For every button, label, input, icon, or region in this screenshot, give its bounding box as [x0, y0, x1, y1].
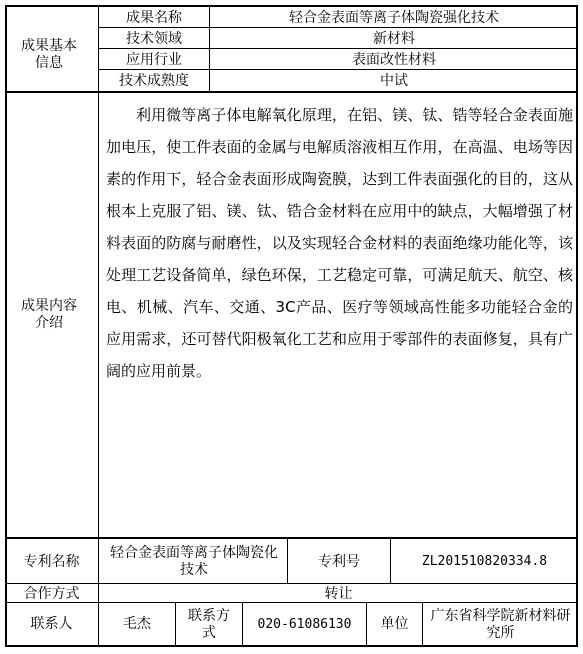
contact-unit-label: 单位 [380, 616, 409, 633]
achievement-form [5, 5, 578, 647]
table-rule [209, 5, 210, 92]
table-rule [98, 603, 99, 646]
basic-info-section-label: 成果基本信息 [21, 38, 77, 71]
table-rule [98, 69, 578, 70]
patent-number-label: 专利号 [318, 553, 360, 570]
table-rule [175, 603, 176, 646]
table-rule [287, 538, 288, 584]
contact-phone-value: 020-61086130 [257, 616, 352, 632]
table-rule [98, 5, 99, 603]
table-rule [422, 603, 423, 646]
description-text: 利用微等离子体电解氧化原理，在铝、镁、钛、锆等轻合金表面施加电压，使工件表面的金属与电解质溶液相互作用，在高温、电场等因素的作用下，轻合金表面形成陶瓷膜，达到工件表面强化的目的，这从根本上克服了铝、镁、钛、锆合金材料在应用中的缺点，大幅增强了材料表面的防腐与耐磨性，以及实现轻合金材料的表面绝缘功能化等，该处理工艺设备简单，绿色环保，工艺稳定可靠，可满足航天、航空、核电、机械、汽车、交通、3C产品、医疗等领域高性能多功能轻合金的应用需求，还可替代阳极氧化工艺和应用于零部件的表面修复，具有广阔的应用前景。 [106, 106, 573, 380]
industry-label: 应用行业 [126, 51, 182, 68]
patent-name-value: 轻合金表面等离子体陶瓷化技术 [110, 545, 278, 578]
table-rule [5, 91, 578, 93]
table-rule [98, 48, 578, 49]
table-rule [98, 27, 578, 28]
table-rule [242, 603, 243, 646]
table-border-left [5, 5, 7, 647]
maturity-label: 技术成熟度 [119, 72, 189, 89]
maturity-value: 中试 [380, 72, 408, 89]
description-section-label: 成果内容介绍 [21, 298, 77, 331]
achievement-name-value: 轻合金表面等离子体陶瓷强化技术 [289, 9, 499, 26]
table-border-right [576, 5, 578, 647]
cooperation-value: 转让 [324, 585, 353, 602]
tech-field-label: 技术领域 [126, 30, 182, 47]
table-rule [5, 602, 578, 603]
tech-field-value: 新材料 [373, 30, 415, 47]
contact-method-label: 联系方式 [188, 607, 230, 641]
table-rule [366, 603, 367, 646]
patent-name-label: 专利名称 [23, 553, 80, 570]
patent-number-value: ZL201510820334.8 [421, 554, 548, 570]
contact-person-label: 联系人 [30, 616, 73, 633]
contact-person-value: 毛杰 [123, 616, 151, 633]
cooperation-label: 合作方式 [23, 585, 80, 602]
table-rule [5, 583, 578, 584]
achievement-name-label: 成果名称 [126, 9, 182, 26]
table-rule [390, 538, 391, 584]
table-rule [5, 537, 578, 539]
industry-value: 表面改性材料 [352, 51, 436, 68]
table-border-top [5, 5, 578, 7]
contact-unit-value: 广东省科学院新材料研究所 [430, 607, 571, 641]
table-border-bottom [5, 645, 578, 647]
